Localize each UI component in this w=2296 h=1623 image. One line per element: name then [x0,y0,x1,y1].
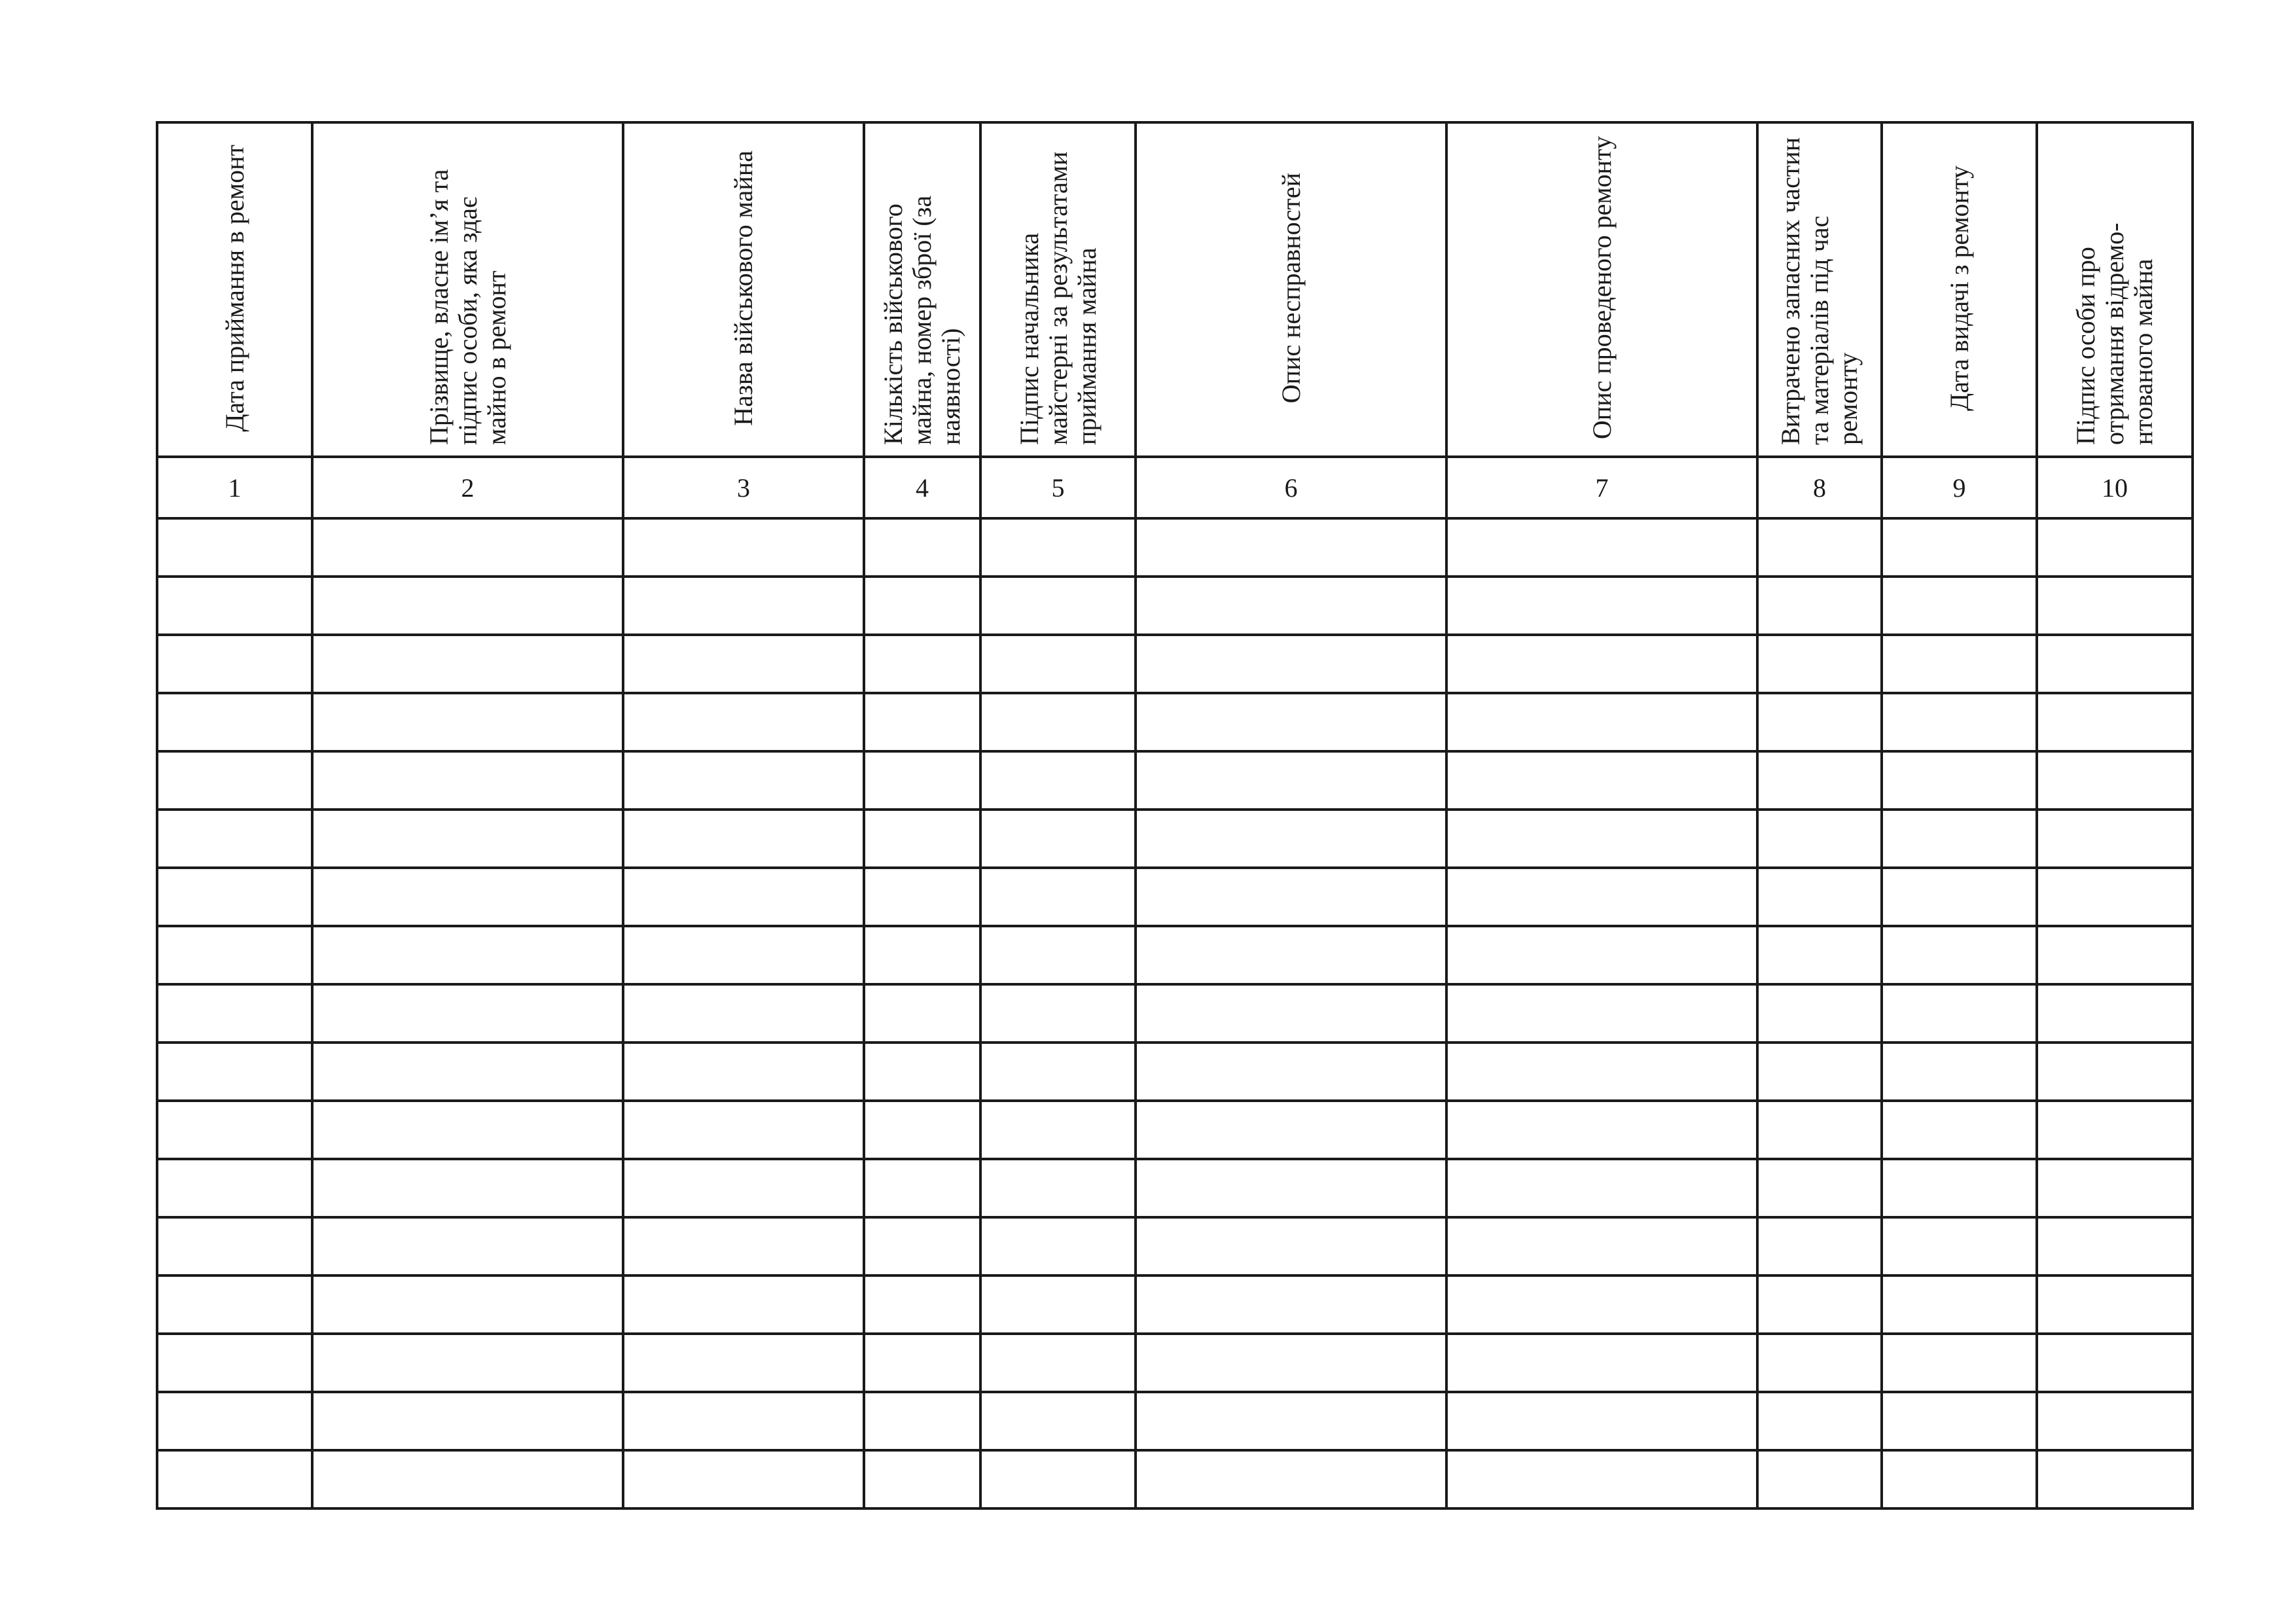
column-header-text: Назва військового майна [728,150,758,426]
table-row [157,1043,2193,1101]
table-row [157,693,2193,751]
column-number: 3 [623,457,864,518]
table-cell[interactable] [1446,1334,1757,1392]
table-cell[interactable] [157,693,312,751]
table-cell[interactable] [1136,926,1446,984]
table-cell[interactable] [980,693,1136,751]
table-cell[interactable] [157,868,312,926]
table-cell[interactable] [1446,810,1757,868]
table-cell[interactable] [2037,984,2193,1043]
table-cell[interactable] [1446,926,1757,984]
table-cell[interactable] [312,926,623,984]
column-header [1882,122,2037,457]
table-cell[interactable] [623,868,864,926]
table-cell[interactable] [312,1450,623,1508]
table-cell[interactable] [1757,1043,1882,1101]
table-cell[interactable] [623,1101,864,1159]
table-cell[interactable] [1446,635,1757,693]
table-cell[interactable] [1446,751,1757,810]
table-cell[interactable] [1446,1043,1757,1101]
column-number: 6 [1136,457,1446,518]
table-cell[interactable] [1757,926,1882,984]
table-row [157,810,2193,868]
table-cell[interactable] [1882,1334,2037,1392]
table-cell[interactable] [623,1159,864,1217]
table-cell[interactable] [864,1159,980,1217]
table-cell[interactable] [2037,1275,2193,1334]
table-row [157,1392,2193,1450]
table-cell[interactable] [2037,1392,2193,1450]
table-row [157,1450,2193,1508]
table-cell[interactable] [864,984,980,1043]
table-cell[interactable] [1136,1275,1446,1334]
table-cell[interactable] [1882,751,2037,810]
table-cell[interactable] [623,518,864,577]
table-cell[interactable] [980,1159,1136,1217]
column-header-text: Дата видачі з ремонту [1944,165,1974,411]
table-cell[interactable] [980,984,1136,1043]
table-cell[interactable] [157,577,312,635]
table-cell[interactable] [157,518,312,577]
table-cell[interactable] [1757,1392,1882,1450]
header-row [157,122,2193,457]
table-cell[interactable] [1757,577,1882,635]
table-row [157,577,2193,635]
table-cell[interactable] [1446,577,1757,635]
table-cell[interactable] [1757,1217,1882,1275]
table-cell[interactable] [1446,1159,1757,1217]
table-cell[interactable] [1882,1275,2037,1334]
column-header [312,122,623,457]
table-cell[interactable] [2037,577,2193,635]
table-cell[interactable] [1446,1101,1757,1159]
table-cell[interactable] [157,1392,312,1450]
table-cell[interactable] [980,518,1136,577]
table-cell[interactable] [623,751,864,810]
table-row [157,984,2193,1043]
table-cell[interactable] [157,926,312,984]
table-cell[interactable] [312,1043,623,1101]
table-cell[interactable] [1882,984,2037,1043]
table-cell[interactable] [157,1275,312,1334]
table-cell[interactable] [312,577,623,635]
table-cell[interactable] [1446,1275,1757,1334]
table-cell[interactable] [312,984,623,1043]
table-cell[interactable] [1757,1450,1882,1508]
table-cell[interactable] [1882,577,2037,635]
table-cell[interactable] [312,1334,623,1392]
table-cell[interactable] [1446,693,1757,751]
column-header [1136,122,1446,457]
table-row [157,1275,2193,1334]
table-cell[interactable] [2037,926,2193,984]
table-cell[interactable] [1136,1392,1446,1450]
table-cell[interactable] [980,1392,1136,1450]
table-cell[interactable] [623,1334,864,1392]
column-number: 9 [1882,457,2037,518]
table-cell[interactable] [2037,868,2193,926]
table-cell[interactable] [1882,1392,2037,1450]
table-cell[interactable] [1882,810,2037,868]
column-header [2037,122,2193,457]
table-cell[interactable] [980,577,1136,635]
table-cell[interactable] [312,868,623,926]
table-cell[interactable] [623,810,864,868]
table-cell[interactable] [980,1275,1136,1334]
table-cell[interactable] [864,868,980,926]
table-cell[interactable] [1882,1159,2037,1217]
table-cell[interactable] [864,1217,980,1275]
table-cell[interactable] [2037,810,2193,868]
table-cell[interactable] [623,926,864,984]
table-cell[interactable] [1882,518,2037,577]
table-cell[interactable] [312,1392,623,1450]
table-cell[interactable] [623,1217,864,1275]
table-cell[interactable] [623,1450,864,1508]
table-cell[interactable] [623,1275,864,1334]
table-cell[interactable] [157,1450,312,1508]
table-cell[interactable] [864,518,980,577]
table-cell[interactable] [1446,984,1757,1043]
table-cell[interactable] [1757,810,1882,868]
table-cell[interactable] [157,1217,312,1275]
column-header [980,122,1136,457]
table-cell[interactable] [864,1043,980,1101]
table-cell[interactable] [980,1043,1136,1101]
table-cell[interactable] [157,810,312,868]
column-header-text: Дата приймання в ремонт [219,144,249,432]
table-cell[interactable] [864,693,980,751]
column-number: 4 [864,457,980,518]
table-cell[interactable] [1136,868,1446,926]
table-cell[interactable] [1757,984,1882,1043]
table-cell[interactable] [1757,751,1882,810]
table-cell[interactable] [1136,635,1446,693]
column-header-text: Підпис особи про отримання відремо-нтованого майна [2071,223,2158,445]
table-cell[interactable] [864,810,980,868]
column-number-row [157,457,2193,518]
table-cell[interactable] [312,1101,623,1159]
table-cell[interactable] [157,751,312,810]
table-cell[interactable] [1757,1334,1882,1392]
table-cell[interactable] [864,635,980,693]
table-cell[interactable] [1136,1450,1446,1508]
table-cell[interactable] [864,1450,980,1508]
table-cell[interactable] [1882,635,2037,693]
table-cell[interactable] [312,1275,623,1334]
table-body [157,518,2193,1508]
table-row [157,518,2193,577]
table-cell[interactable] [2037,693,2193,751]
table-cell[interactable] [1757,1101,1882,1159]
table-cell[interactable] [1757,868,1882,926]
table-cell[interactable] [2037,1043,2193,1101]
table-cell[interactable] [157,1159,312,1217]
table-cell[interactable] [2037,1334,2193,1392]
table-cell[interactable] [2037,1217,2193,1275]
column-number: 5 [980,457,1136,518]
table-cell[interactable] [1136,810,1446,868]
table-cell[interactable] [312,635,623,693]
table-cell[interactable] [1757,518,1882,577]
table-cell[interactable] [864,926,980,984]
table-cell[interactable] [980,1217,1136,1275]
table-cell[interactable] [1136,1101,1446,1159]
table-cell[interactable] [2037,751,2193,810]
table-cell[interactable] [312,810,623,868]
column-header [623,122,864,457]
table-cell[interactable] [1882,926,2037,984]
table-cell[interactable] [1882,1450,2037,1508]
table-cell[interactable] [1882,1043,2037,1101]
table-row [157,868,2193,926]
table-cell[interactable] [2037,635,2193,693]
table-cell[interactable] [864,1275,980,1334]
table-cell[interactable] [864,1101,980,1159]
table-cell[interactable] [623,984,864,1043]
table-cell[interactable] [312,693,623,751]
table-cell[interactable] [1136,693,1446,751]
table-cell[interactable] [1882,868,2037,926]
table-cell[interactable] [864,1334,980,1392]
table-cell[interactable] [1446,868,1757,926]
table-cell[interactable] [623,693,864,751]
repair-log-table [156,121,2194,1510]
table-cell[interactable] [1446,1217,1757,1275]
table-row [157,635,2193,693]
column-header-text: Витрачено запасних частин та матеріалів під час ремонту [1776,137,1863,445]
table-cell[interactable] [1757,1159,1882,1217]
table-cell[interactable] [1882,693,2037,751]
column-header-text: Опис проведеного ремонту [1587,136,1617,440]
column-number: 1 [157,457,312,518]
table-cell[interactable] [157,1101,312,1159]
column-number: 7 [1446,457,1757,518]
table-cell[interactable] [1882,1101,2037,1159]
column-number: 2 [312,457,623,518]
column-header-text: Прізвище, власне ім’я та підпис особи, яка здає майно в ремонт [423,169,511,445]
table-cell[interactable] [980,926,1136,984]
table-cell[interactable] [157,984,312,1043]
table-cell[interactable] [623,1043,864,1101]
table-cell[interactable] [312,1217,623,1275]
table-cell[interactable] [157,635,312,693]
table-cell[interactable] [1136,1334,1446,1392]
table-row [157,926,2193,984]
column-header-text: Кількість військового майна, номер зброї (за наявності) [878,195,965,445]
table-cell[interactable] [1136,984,1446,1043]
table-cell[interactable] [864,751,980,810]
table-cell[interactable] [1446,1392,1757,1450]
column-number: 8 [1757,457,1882,518]
table-cell[interactable] [312,1159,623,1217]
table-row [157,1334,2193,1392]
table-cell[interactable] [1136,518,1446,577]
table-cell[interactable] [2037,1159,2193,1217]
table-cell[interactable] [864,1392,980,1450]
column-header [864,122,980,457]
table-row [157,1159,2193,1217]
table-row [157,1101,2193,1159]
table-cell[interactable] [1136,1159,1446,1217]
table-cell[interactable] [1446,1450,1757,1508]
table-cell[interactable] [980,868,1136,926]
table-cell[interactable] [2037,1101,2193,1159]
column-header [1757,122,1882,457]
table-cell[interactable] [980,1101,1136,1159]
column-number: 10 [2037,457,2193,518]
table-cell[interactable] [623,1392,864,1450]
table-cell[interactable] [312,518,623,577]
column-header [1446,122,1757,457]
table-cell[interactable] [864,577,980,635]
table-cell[interactable] [312,751,623,810]
table-cell[interactable] [157,1334,312,1392]
table-cell[interactable] [980,635,1136,693]
table-row [157,751,2193,810]
column-header-text: Підпис начальника майстерні за результатами приймання майна [1014,151,1102,445]
table-cell[interactable] [1757,635,1882,693]
table-cell[interactable] [623,577,864,635]
table-cell[interactable] [1136,1043,1446,1101]
table-cell[interactable] [1136,751,1446,810]
table-cell[interactable] [1757,1275,1882,1334]
table-cell[interactable] [980,1334,1136,1392]
table-row [157,1217,2193,1275]
table-cell[interactable] [1446,518,1757,577]
table-cell[interactable] [2037,518,2193,577]
table-cell[interactable] [623,635,864,693]
table-cell[interactable] [2037,1450,2193,1508]
table-cell[interactable] [980,751,1136,810]
column-header [157,122,312,457]
table-cell[interactable] [980,810,1136,868]
table-cell[interactable] [1136,577,1446,635]
column-header-text: Опис несправностей [1276,172,1306,404]
table-cell[interactable] [1136,1217,1446,1275]
table-cell[interactable] [1882,1217,2037,1275]
table-cell[interactable] [157,1043,312,1101]
table-cell[interactable] [980,1450,1136,1508]
table-cell[interactable] [1757,693,1882,751]
